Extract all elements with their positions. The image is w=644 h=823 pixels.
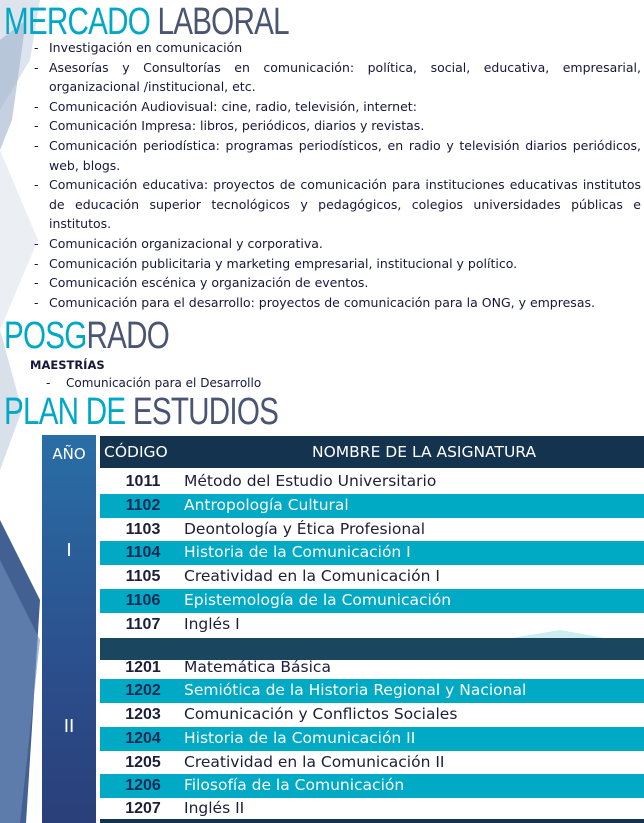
course-code: 1202	[125, 682, 161, 699]
name-column-header: NOMBRE DE LA ASIGNATURA	[312, 443, 537, 461]
table-row	[100, 727, 644, 751]
list-item: - Comunicación Impresa: libros, periódicos, diarios y revistas.	[34, 116, 641, 136]
course-name: Creatividad en la Comunicación II	[184, 753, 445, 771]
table-row	[100, 541, 644, 565]
table-row	[100, 470, 644, 494]
course-code: 1104	[125, 544, 161, 561]
course-code: 1011	[125, 473, 161, 490]
table-row	[100, 703, 644, 727]
table-row	[100, 518, 644, 542]
year-label-1: I	[66, 540, 72, 561]
course-code: 1206	[125, 777, 161, 794]
table-row	[100, 613, 644, 637]
course-name: Historia de la Comunicación I	[184, 543, 411, 561]
list-item: - Asesorías y Consultorías en comunicación: política, social, educativa, empresarial, organizacional /institucional, etc.	[34, 58, 641, 97]
list-item: - Comunicación Audiovisual: cine, radio, televisión, internet:	[34, 97, 641, 117]
course-name: Semiótica de la Historia Regional y Nacional	[184, 681, 527, 699]
table-row	[100, 797, 644, 821]
course-code: 1103	[125, 521, 161, 538]
course-name: Creatividad en la Comunicación I	[184, 567, 440, 585]
year-column-header: AÑO	[52, 445, 86, 463]
course-name: Matemática Básica	[184, 658, 331, 676]
course-name: Deontología y Ética Profesional	[184, 520, 425, 538]
course-code: 1205	[125, 754, 161, 771]
table-row	[100, 751, 644, 775]
mercado-laboral-heading: MERCADO LABORAL	[4, 1, 289, 43]
course-code: 1203	[125, 706, 161, 723]
year-column	[42, 435, 96, 823]
table-row	[100, 679, 644, 703]
course-name: Historia de la Comunicación II	[184, 729, 416, 747]
year-label-2: II	[63, 716, 75, 737]
list-item: - Comunicación escénica y organización de eventos.	[34, 273, 641, 293]
table-row	[100, 494, 644, 518]
maestrias-label: MAESTRÍAS	[30, 358, 105, 372]
course-code: 1204	[125, 730, 161, 747]
mercado-laboral-list	[34, 38, 641, 312]
course-name: Inglés I	[184, 615, 240, 633]
list-item: - Comunicación publicitaria y marketing empresarial, institucional y político.	[34, 254, 641, 274]
course-name: Comunicación y Conflictos Sociales	[184, 705, 458, 723]
table-header	[100, 436, 644, 468]
list-item: - Comunicación organizacional y corporativa.	[34, 234, 641, 254]
course-name: Antropología Cultural	[184, 496, 349, 514]
course-name: Epistemología de la Comunicación	[184, 591, 452, 609]
list-item: - Investigación en comunicación	[34, 38, 641, 58]
course-name: Filosofía de la Comunicación	[184, 776, 405, 794]
table-row	[100, 589, 644, 613]
course-code: 1107	[125, 616, 161, 633]
table-row	[100, 565, 644, 589]
code-column-header: CÓDIGO	[104, 443, 168, 461]
table-row	[100, 774, 644, 798]
list-item: - Comunicación periodística: programas periodísticos, en radio y televisión diarios periódicos, web, blogs.	[34, 136, 641, 175]
course-code: 1102	[125, 497, 161, 514]
table-bottom-border	[100, 819, 644, 823]
course-name: Método del Estudio Universitario	[184, 472, 437, 490]
table-row	[100, 656, 644, 680]
course-name: Inglés II	[184, 799, 245, 817]
maestrias-item: - Comunicación para el Desarrollo	[46, 376, 261, 390]
course-code: 1201	[125, 659, 161, 676]
course-code: 1207	[125, 800, 161, 817]
posgrado-heading: POSGRADO	[4, 315, 170, 357]
plan-estudios-heading: PLAN DE ESTUDIOS	[4, 391, 279, 433]
course-code: 1106	[125, 592, 161, 609]
list-item: - Comunicación educativa: proyectos de comunicación para instituciones educativas institutos de educación superior tecnológicos y pedagógicos, colegios universidades públicas e institutos.	[34, 175, 641, 234]
list-item: - Comunicación para el desarrollo: proyectos de comunicación para la ONG, y empresas.	[34, 293, 641, 313]
course-code: 1105	[125, 568, 161, 585]
